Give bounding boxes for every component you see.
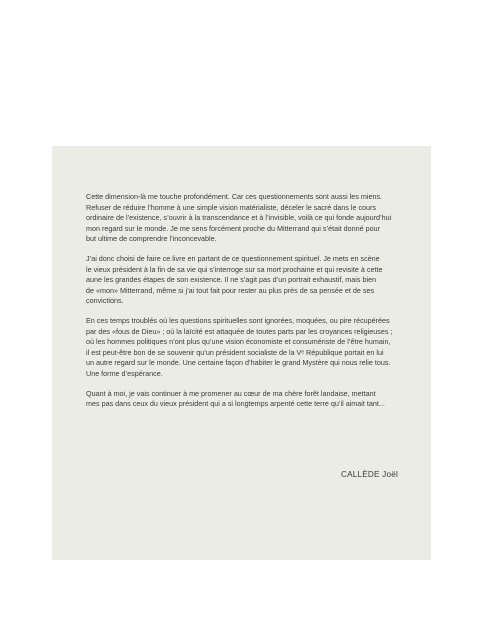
author-signature: CALLÈDE Joël (340, 470, 398, 479)
letter-paragraph-1: Cette dimension-là me touche profondément. Car ces questionnements sont aussi les miens. Refuser de réduire l’homme à une simple vision matérialiste, déceler le sacré dans le cours ordinaire de l’existence, s’ouvrir à la transcendance et à l’invisible, voilà ce qui fonde aujourd’hui mon regard sur le monde. Je me sens forcément proche du Mitterrand qui s’était donné pour but ultime de comprendre l’inconcevable. (86, 192, 392, 243)
letter-paragraph-3: En ces temps troublés où les questions spirituelles sont ignorées, moquées, ou pire récupérées par des «fous de Dieu» ; où la laïcité est attaquée de toutes parts par les croyances religieuses ; où les hommes politiques n’ont plus qu’une vision économiste et consumériste de l’être humain, il est peut-être bon de se souvenir qu’un président socialiste de la Vᵉ République portait en lui un autre regard sur le monde. Une certaine façon d’habiter le grand Mystère qui nous relie tous. Une forme d’espérance. (86, 316, 393, 378)
letter-body (86, 192, 403, 410)
letter-page (52, 146, 431, 560)
letter-paragraph-4: Quant à moi, je vais continuer à me promener au cœur de ma chère forêt landaise, mettant mes pas dans ceux du vieux président qui a si longtemps arpenté cette terre qu’il aimait tant... (86, 388, 385, 408)
letter-paragraph-2: J’ai donc choisi de faire ce livre en partant de ce questionnement spirituel. Je mets en scène le vieux président à la fin de sa vie qui s’interroge sur sa mort prochaine et qui revisite à cette aune les grandes étapes de son existence. Il ne s’agit pas d’un portrait exhaustif, mais bien de «mon» Mitterrand, même si j’ai tout fait pour rester au plus près de sa pensée et de ses convictions. (86, 254, 383, 305)
